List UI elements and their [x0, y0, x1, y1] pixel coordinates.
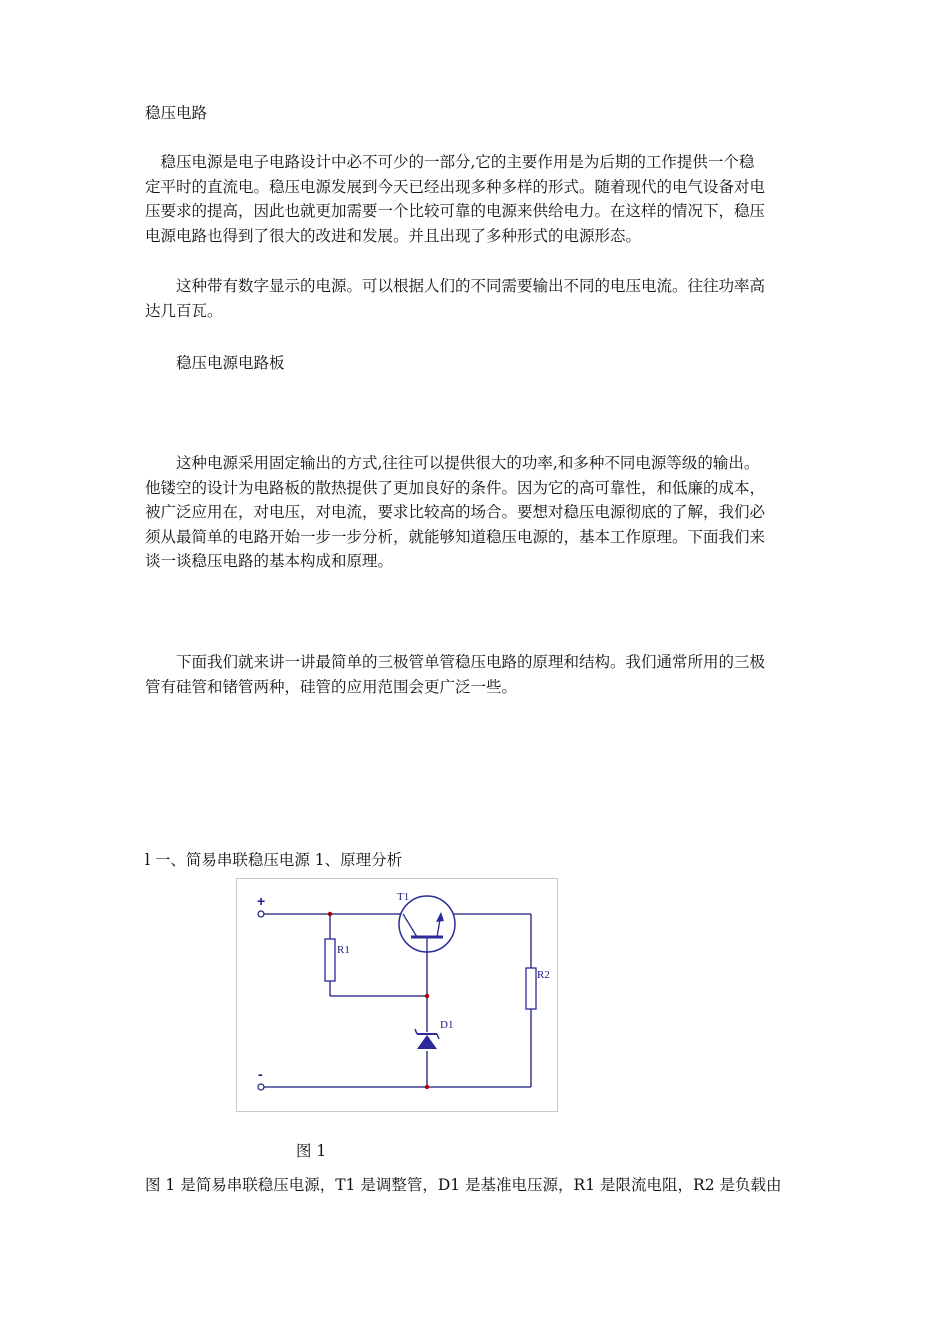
t1-label: T1: [397, 891, 410, 903]
junction-dot: [328, 912, 332, 916]
paragraph-transistor-intro: [145, 650, 813, 699]
page-title: 稳压电路: [145, 104, 208, 122]
paragraph-intro: [145, 150, 813, 248]
r2-label: R2: [537, 969, 550, 981]
paragraph-figure-description: 图 1 是简易串联稳压电源，T1 是调整管，D1 是基准电压源，R1 是限流电阻，R2 是负载由: [145, 1176, 782, 1194]
circuit-diagram: [236, 878, 558, 1112]
junction-dot: [425, 994, 429, 998]
text-line: 电源电路也得到了很大的改进和发展。并且出现了多种形式的电源形态。: [145, 226, 642, 245]
plus-label: +: [257, 893, 266, 909]
text-line: 他镂空的设计为电路板的散热提供了更加良好的条件。因为它的高可靠性，和低廉的成本，: [145, 478, 766, 497]
paragraph-fixed-output: [145, 451, 813, 574]
figure-caption: 图 1: [296, 1141, 327, 1160]
resistor-r2: [526, 968, 536, 1009]
terminal-plus: [258, 911, 264, 917]
circuit-svg: [237, 879, 559, 1113]
text-line: 下面我们就来讲一讲最简单的三极管单管稳压电路的原理和结构。我们通常所用的三极: [145, 653, 766, 671]
text-line: 压要求的提高，因此也就更加需要一个比较可靠的电源来供给电力。在这样的情况下，稳压: [145, 202, 766, 220]
text-line: 达几百瓦。: [145, 301, 223, 320]
transistor-t1: [399, 896, 455, 952]
r1-label: R1: [337, 944, 350, 956]
text-line: 管有硅管和锗管两种，硅管的应用范围会更广泛一些。: [145, 677, 518, 696]
text-line: 定平时的直流电。稳压电源发展到今天已经出现多种多样的形式。随着现代的电气设备对电: [145, 177, 766, 196]
minus-label: -: [258, 1066, 263, 1082]
text-line: 这种电源采用固定输出的方式,往往可以提供很大的功率,和多种不同电源等级的输出。: [145, 454, 760, 472]
text-line: 谈一谈稳压电路的基本构成和原理。: [145, 552, 394, 570]
text-line: 须从最简单的电路开始一步一步分析，就能够知道稳压电源的，基本工作原理。下面我们来: [145, 527, 766, 546]
subheading-circuit-board: 稳压电源电路板: [145, 354, 285, 372]
junction-dot: [425, 1085, 429, 1089]
section-heading: l 一、简易串联稳压电源 1、原理分析: [145, 851, 403, 869]
resistor-r1: [325, 939, 335, 981]
paragraph-digital-display: [145, 274, 813, 323]
text-line: 稳压电源是电子电路设计中必不可少的一部分,它的主要作用是为后期的工作提供一个稳: [145, 153, 755, 171]
d1-label: D1: [440, 1019, 454, 1031]
text-line: 这种带有数字显示的电源。可以根据人们的不同需要输出不同的电压电流。往往功率高: [145, 277, 766, 295]
terminal-minus: [258, 1084, 264, 1090]
text-line: 被广泛应用在，对电压，对电流，要求比较高的场合。要想对稳压电源彻底的了解，我们必: [145, 503, 766, 521]
